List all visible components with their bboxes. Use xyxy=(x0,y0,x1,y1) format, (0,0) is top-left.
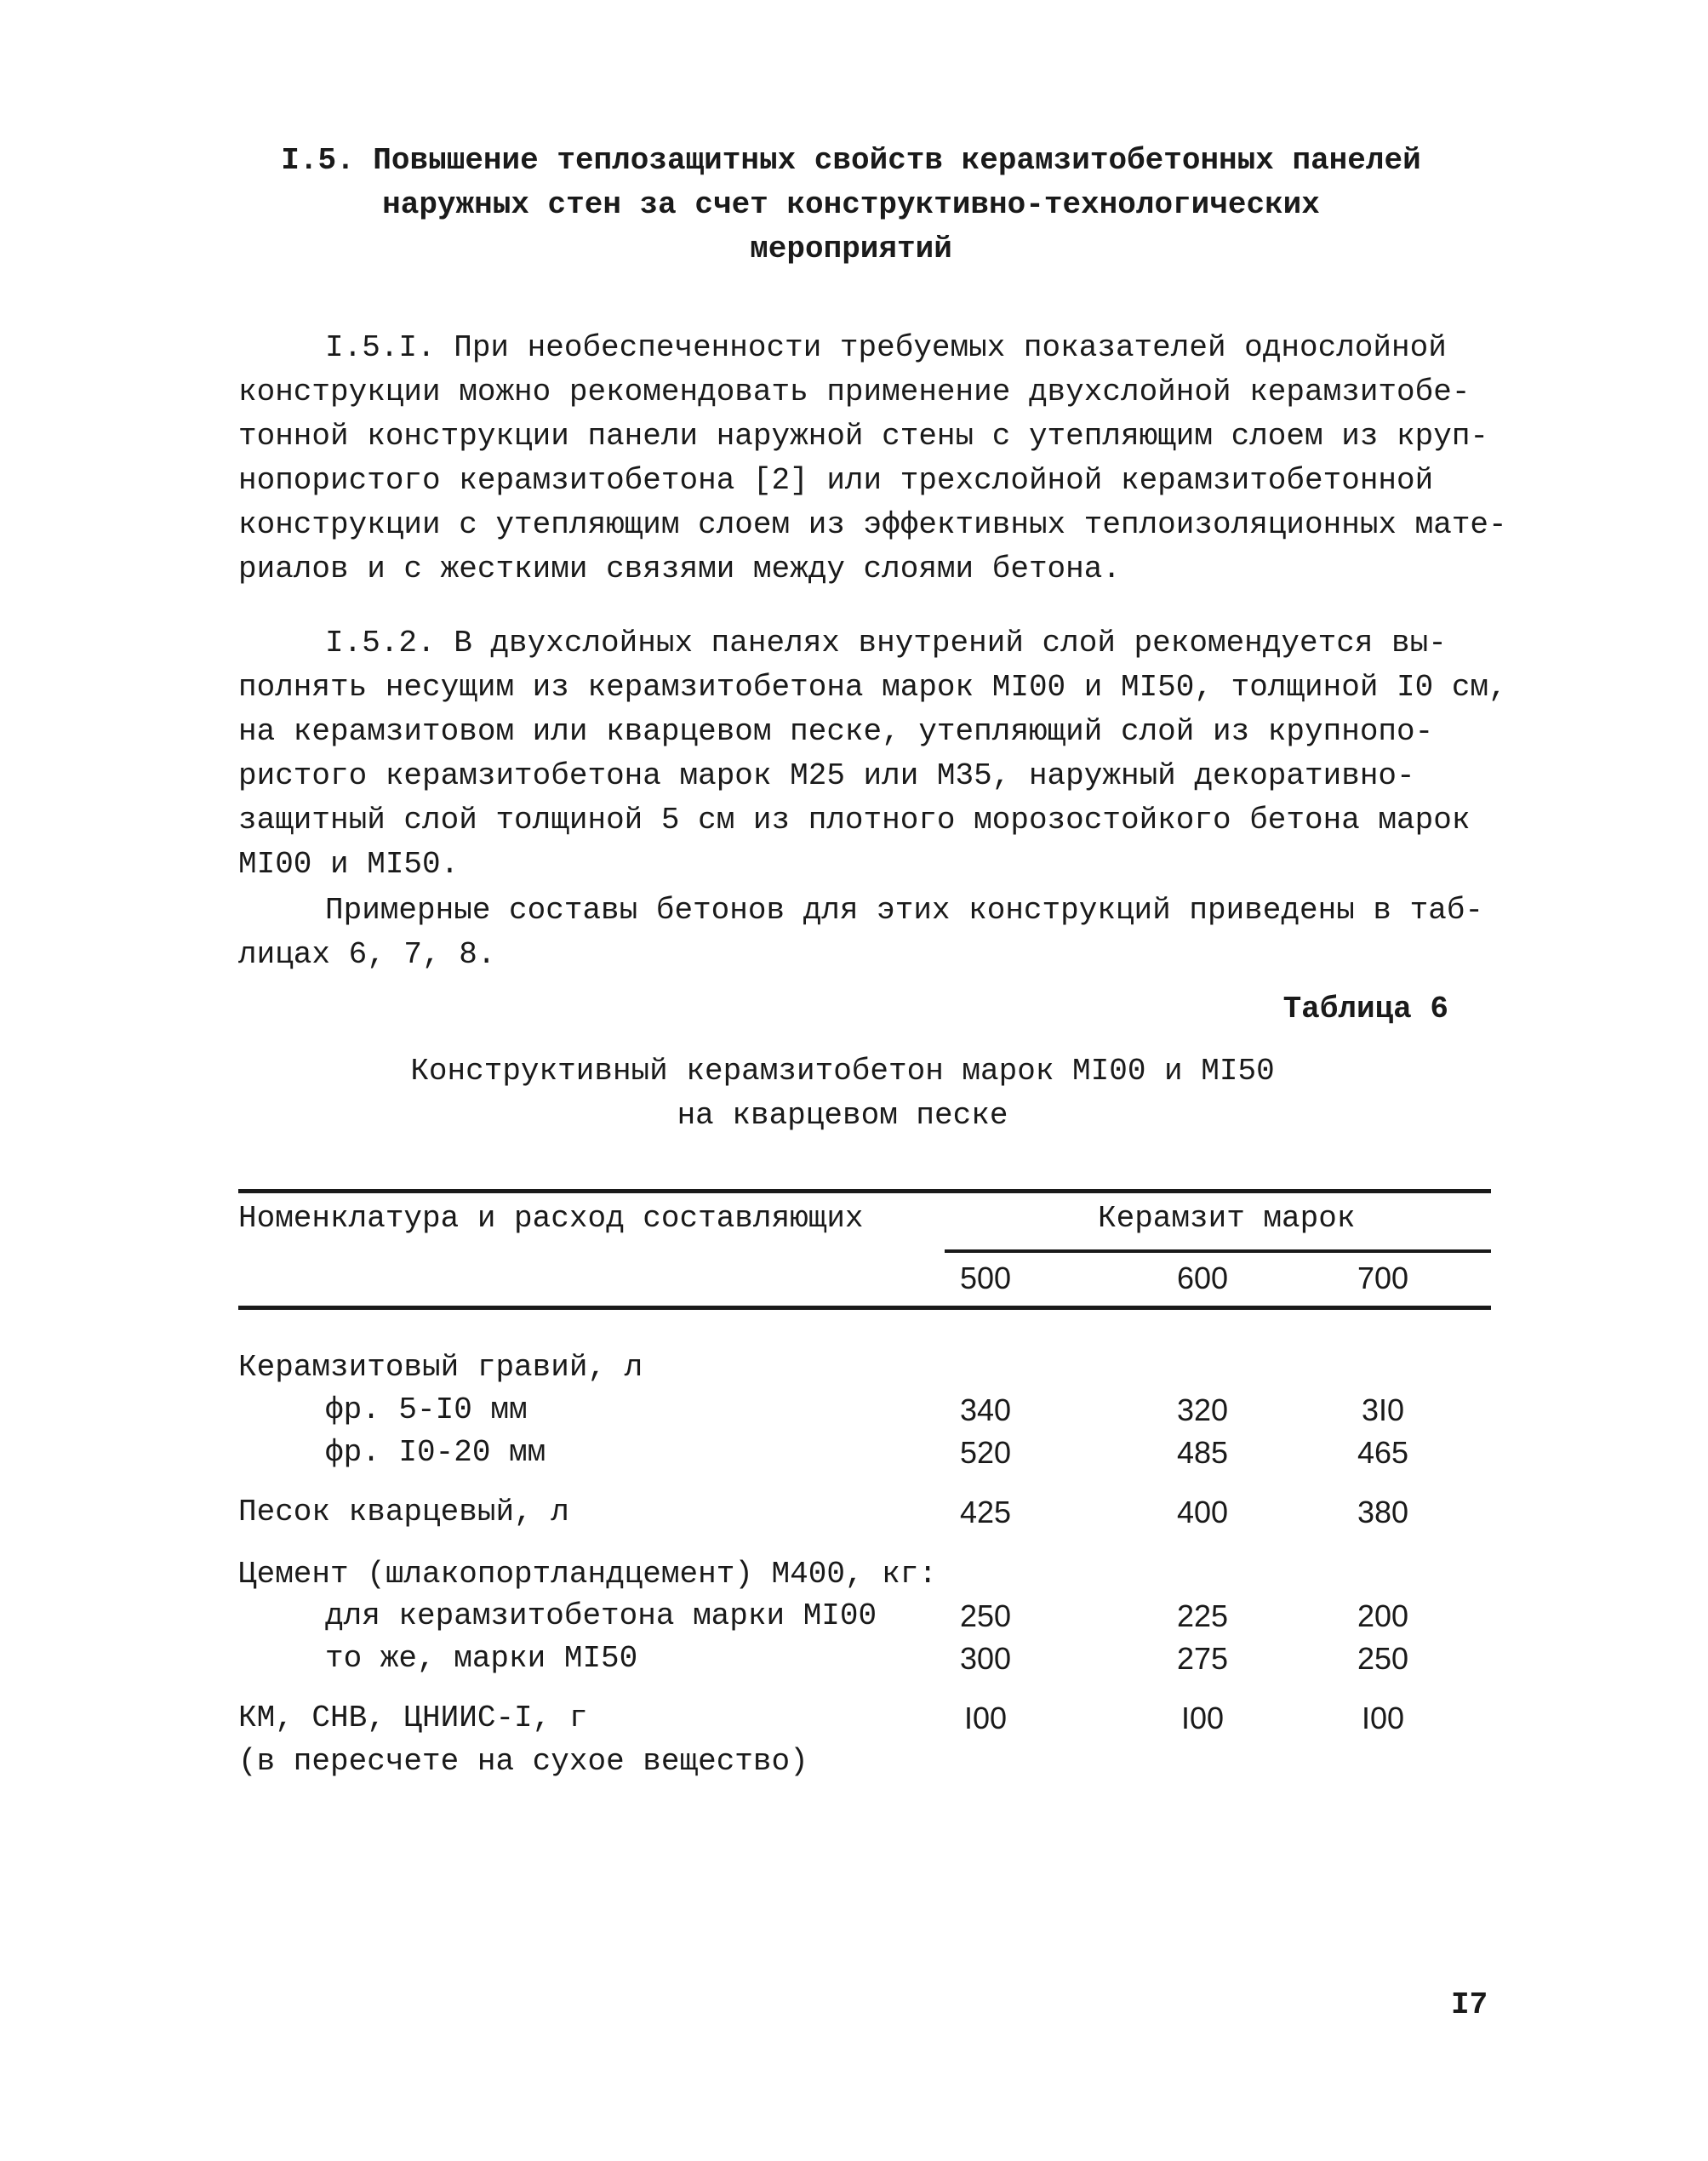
table-label: Таблица 6 xyxy=(1282,992,1448,1026)
table-top-rule xyxy=(238,1189,1491,1193)
row-label: Песок кварцевый, л xyxy=(238,1495,569,1529)
row-label: (в пересчете на сухое вещество) xyxy=(238,1744,808,1779)
row-value-500: 250 xyxy=(959,1598,1012,1633)
row-value-700: I00 xyxy=(1361,1701,1405,1735)
paragraph-1-5-1 xyxy=(238,326,1507,592)
paragraph-line: лицах 6, 7, 8. xyxy=(238,937,496,972)
table-header-rule xyxy=(238,1306,1491,1310)
paragraph-compositions xyxy=(238,889,1498,977)
row-value-600: 400 xyxy=(1176,1495,1229,1529)
heading-line: I.5. Повышение теплозащитных свойств керамзитобетонных панелей xyxy=(281,143,1421,178)
paragraph-1-5-2 xyxy=(238,621,1507,887)
table-title-line: на кварцевом песке xyxy=(677,1098,1008,1133)
header-mark-500: 500 xyxy=(959,1261,1012,1295)
paragraph-line: MI00 и MI50. xyxy=(238,847,460,882)
row-value-500: 520 xyxy=(959,1435,1012,1470)
header-nomenclature: Номенклатура и расход составляющих xyxy=(238,1201,864,1236)
row-label: фр. 5-I0 мм xyxy=(325,1392,528,1427)
row-value-500: 300 xyxy=(959,1641,1012,1676)
paragraph-line: ристого керамзитобетона марок М25 или М35, наружный декоративно- xyxy=(238,758,1415,793)
row-value-600: 275 xyxy=(1176,1641,1229,1676)
row-label: Керамзитовый гравий, л xyxy=(238,1350,643,1385)
paragraph-line: конструкции с утепляющим слоем из эффективных теплоизоляционных мате- xyxy=(238,507,1507,542)
paragraph-line: полнять несущим из керамзитобетона марок MI00 и MI50, толщиной I0 см, xyxy=(238,670,1507,705)
table-title-line: Конструктивный керамзитобетон марок MI00 и MI50 xyxy=(410,1054,1275,1089)
row-value-700: 380 xyxy=(1357,1495,1409,1529)
paragraph-line: риалов и с жесткими связями между слоями бетона. xyxy=(238,552,1121,586)
header-keramzit-marks: Керамзит марок xyxy=(1098,1201,1356,1236)
table-title xyxy=(255,1049,1430,1138)
page-number: I7 xyxy=(1451,1987,1488,2022)
paragraph-line: Примерные составы бетонов для этих конструкций приведены в таб- xyxy=(325,893,1484,928)
row-value-700: 465 xyxy=(1357,1435,1409,1470)
row-value-500: I00 xyxy=(963,1701,1008,1735)
heading-line: мероприятий xyxy=(750,232,952,266)
paragraph-line: I.5.2. В двухслойных панелях внутрений слой рекомендуется вы- xyxy=(325,626,1447,660)
row-value-600: I00 xyxy=(1180,1701,1225,1735)
row-value-500: 425 xyxy=(959,1495,1012,1529)
paragraph-line: защитный слой толщиной 5 см из плотного морозостойкого бетона марок xyxy=(238,803,1471,838)
paragraph-line: I.5.I. При необеспеченности требуемых показателей однослойной xyxy=(325,330,1447,365)
paragraph-line: конструкции можно рекомендовать применение двухслойной керамзитобе- xyxy=(238,374,1471,409)
row-label: КМ, СНВ, ЦНИИС-I, г xyxy=(238,1701,588,1735)
paragraph-line: тонной конструкции панели наружной стены с утепляющим слоем из круп- xyxy=(238,419,1489,454)
paragraph-line: нопористого керамзитобетона [2] или трехслойной керамзитобетонной xyxy=(238,463,1434,498)
heading-line: наружных стен за счет конструктивно-технологических xyxy=(382,187,1320,222)
row-label: для керамзитобетона марки MI00 xyxy=(325,1598,877,1633)
row-label: Цемент (шлакопортландцемент) М400, кг: xyxy=(238,1557,937,1592)
row-value-500: 340 xyxy=(959,1392,1012,1427)
paragraph-line: на керамзитовом или кварцевом песке, утепляющий слой из крупнопо- xyxy=(238,714,1434,749)
section-heading xyxy=(238,139,1464,272)
row-label: фр. I0-20 мм xyxy=(325,1435,546,1470)
row-value-600: 485 xyxy=(1176,1435,1229,1470)
header-mark-600: 600 xyxy=(1176,1261,1229,1295)
header-mark-700: 700 xyxy=(1357,1261,1409,1295)
row-value-700: 200 xyxy=(1357,1598,1409,1633)
table-group-rule xyxy=(945,1249,1491,1253)
row-value-700: 250 xyxy=(1357,1641,1409,1676)
row-value-700: 3I0 xyxy=(1361,1392,1405,1427)
row-label: то же, марки MI50 xyxy=(325,1641,638,1676)
row-value-600: 225 xyxy=(1176,1598,1229,1633)
row-value-600: 320 xyxy=(1176,1392,1229,1427)
